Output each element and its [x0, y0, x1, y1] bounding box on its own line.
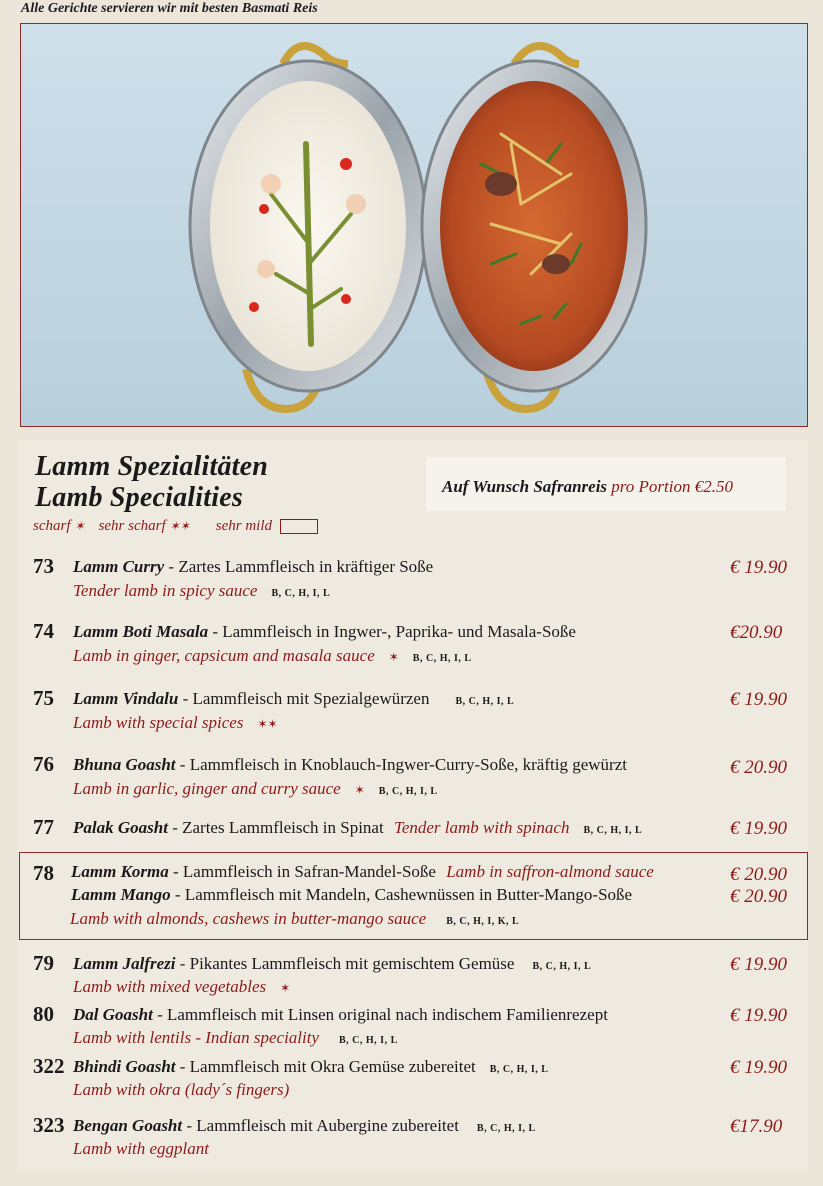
item-description-de-2: - Lammfleisch mit Mandeln, Cashewnüssen in Butter-Mango-Soße — [170, 885, 633, 904]
item-name-2: Lamm Mango — [71, 885, 171, 904]
item-price: € 19.90 — [730, 818, 787, 839]
item-allergens: B, C, H, I, L — [532, 961, 592, 972]
item-german-line — [73, 1116, 536, 1136]
double-chili-icon: ✶✶ — [169, 519, 190, 533]
item-description-en: Lamb in ginger, capsicum and masala sauce — [73, 646, 375, 665]
item-number: 79 — [33, 951, 54, 975]
item-number: 75 — [33, 686, 54, 710]
item-name: Bhuna Goasht — [73, 755, 176, 774]
item-english-line — [73, 1080, 289, 1100]
legend-spicy-label: scharf — [33, 518, 71, 534]
chili-icon: ✶ — [74, 519, 85, 533]
item-allergens: B, C, H, I, L — [339, 1035, 398, 1046]
legend-mild-label: sehr mild — [215, 518, 273, 534]
item-english-line — [73, 581, 330, 601]
item-name: Lamm Korma — [71, 862, 169, 881]
item-price: € 19.90 — [730, 557, 787, 578]
mild-indicator-box — [280, 519, 318, 534]
item-price-2: € 20.90 — [730, 886, 787, 907]
item-price: €17.90 — [730, 1116, 783, 1137]
dish-photo-illustration — [21, 24, 808, 427]
dish-photo — [20, 23, 808, 427]
section-heading-german: Lamm Spezialitäten — [35, 451, 269, 482]
item-allergens: B, C, H, I, L — [583, 825, 643, 836]
item-german-line — [73, 557, 433, 577]
item-price: € 20.90 — [730, 757, 787, 778]
item-description-de: - Zartes Lammfleisch in kräftiger Soße — [164, 557, 434, 576]
top-note: Alle Gerichte servieren wir mit besten Basmati Reis — [21, 1, 318, 16]
item-price: € 19.90 — [730, 954, 787, 975]
item-price: €20.90 — [730, 622, 783, 643]
item-german-line — [73, 755, 627, 775]
item-description-en: Lamb with eggplant — [73, 1139, 210, 1158]
item-description-en: Tender lamb in spicy sauce — [73, 581, 258, 600]
item-price: € 19.90 — [730, 1057, 787, 1078]
chili-icon: ✶ — [388, 650, 399, 664]
item-english-line — [73, 977, 290, 997]
item-name: Bengan Goasht — [73, 1116, 183, 1135]
item-number: 76 — [33, 752, 54, 776]
item-english-line — [73, 1139, 209, 1159]
item-allergens: B, C, H, I, L — [271, 588, 331, 599]
item-english-line — [73, 646, 472, 666]
item-description-de: - Pikantes Lammfleisch mit gemischtem Gemüse — [175, 954, 515, 973]
item-allergens: B, C, H, I, K, L — [446, 916, 520, 927]
item-description-en: Lamb with lentils - Indian speciality — [73, 1028, 320, 1047]
item-description-en: Lamb with special spices — [73, 713, 244, 732]
item-english-line — [73, 1028, 398, 1048]
item-number: 78 — [33, 861, 54, 885]
chili-icon: ✶ — [354, 783, 365, 797]
item-description-en: Tender lamb with spinach — [393, 818, 570, 837]
item-price: € 20.90 — [730, 864, 787, 885]
item-allergens: B, C, H, I, L — [455, 696, 515, 707]
item-description-de: - Lammfleisch in Safran-Mandel-Soße — [168, 862, 436, 881]
item-german-line — [73, 1057, 548, 1077]
item-description-de: - Lammfleisch mit Aubergine zubereitet — [182, 1116, 459, 1135]
item-german-line — [73, 818, 642, 838]
item-name: Lamm Vindalu — [73, 689, 179, 708]
item-allergens: B, C, H, I, L — [378, 786, 438, 797]
item-description-en: Lamb in saffron-almond sauce — [446, 862, 654, 881]
item-description-en: Lamb in garlic, ginger and curry sauce — [73, 779, 341, 798]
item-allergens: B, C, H, I, L — [412, 653, 472, 664]
item-name: Lamm Jalfrezi — [73, 954, 176, 973]
item-description-en: Lamb with okra (lady´s fingers) — [73, 1080, 290, 1099]
item-german-line-2 — [71, 885, 632, 905]
saffron-rice-note — [442, 477, 733, 497]
item-description-de: - Lammfleisch mit Okra Gemüse zubereitet — [175, 1057, 476, 1076]
item-name: Palak Goasht — [73, 818, 168, 837]
saffron-price: pro Portion €2.50 — [611, 477, 733, 496]
item-english-line — [73, 779, 438, 799]
saffron-label: Auf Wunsch Safranreis — [442, 477, 608, 496]
item-german-line — [73, 622, 576, 642]
item-description-en: Lamb with mixed vegetables — [73, 977, 267, 996]
item-description-en-2: Lamb with almonds, cashews in butter-mango sauce — [70, 909, 427, 928]
item-number: 73 — [33, 554, 54, 578]
spice-legend — [33, 518, 318, 535]
item-allergens: B, C, H, I, L — [489, 1064, 549, 1075]
item-german-line — [73, 689, 514, 709]
item-number: 77 — [33, 815, 54, 839]
item-german-line — [73, 1005, 608, 1025]
item-german-line — [73, 954, 591, 974]
item-description-de: - Lammfleisch mit Spezialgewürzen — [178, 689, 430, 708]
item-name: Lamm Curry — [73, 557, 165, 576]
item-name: Lamm Boti Masala — [73, 622, 209, 641]
double-chili-icon: ✶✶ — [257, 717, 278, 731]
item-price: € 19.90 — [730, 689, 787, 710]
item-number: 322 — [33, 1054, 65, 1078]
legend-very-spicy-label: sehr scharf — [98, 518, 166, 534]
chili-icon: ✶ — [280, 981, 291, 995]
item-number: 80 — [33, 1002, 54, 1026]
item-price: € 19.90 — [730, 1005, 787, 1026]
item-allergens: B, C, H, I, L — [476, 1123, 536, 1134]
item-number: 323 — [33, 1113, 65, 1137]
item-description-de: - Lammfleisch in Knoblauch-Ingwer-Curry-Soße, kräftig gewürzt — [175, 755, 627, 774]
item-description-de: - Lammfleisch in Ingwer-, Paprika- und Masala-Soße — [208, 622, 576, 641]
item-description-de: - Zartes Lammfleisch in Spinat — [167, 818, 384, 837]
item-german-line — [71, 862, 654, 882]
item-name: Bhindi Goasht — [73, 1057, 176, 1076]
section-heading-english: Lamb Specialities — [35, 482, 243, 513]
item-description-de: - Lammfleisch mit Linsen original nach indischem Familienrezept — [152, 1005, 608, 1024]
item-english-line — [73, 713, 278, 733]
item-name: Dal Goasht — [73, 1005, 153, 1024]
item-number: 74 — [33, 619, 54, 643]
item-english-line-2 — [70, 909, 519, 929]
